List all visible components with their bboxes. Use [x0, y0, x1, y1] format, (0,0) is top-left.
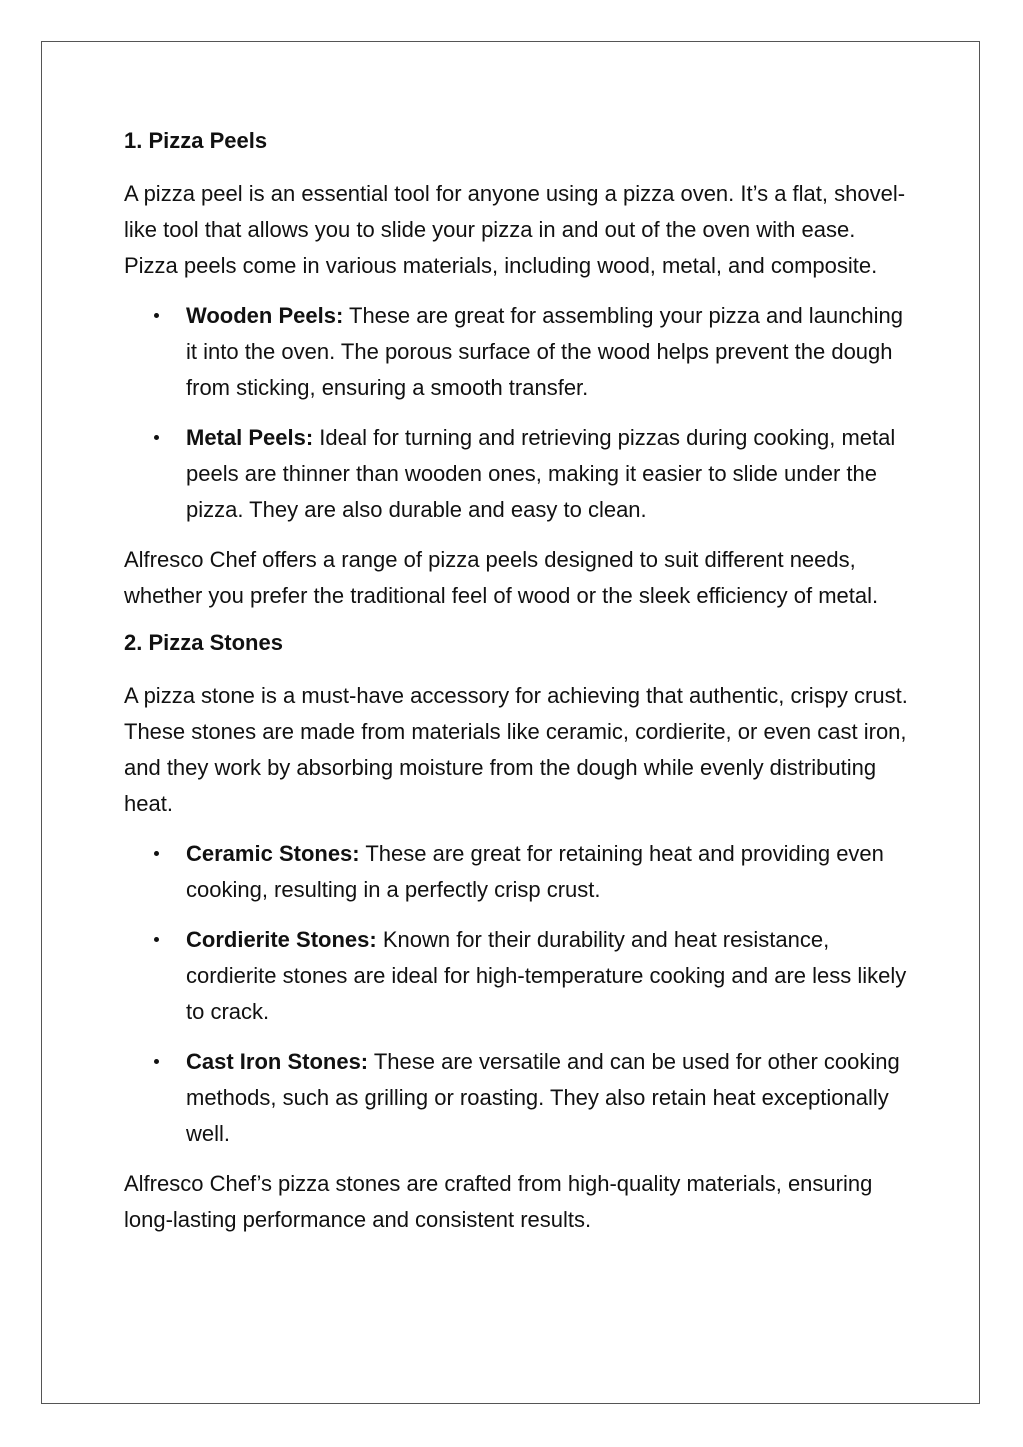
bullet-item-metal-peels	[124, 420, 914, 528]
bullet-text: These are great for assembling your pizza and launching it into the oven. The porous surface of the wood helps prevent the dough from sticking, ensuring a smooth transfer.	[186, 303, 903, 400]
bullet-dot-icon	[154, 313, 159, 318]
bullet-item-cordierite-stones	[124, 922, 914, 1030]
section-outro-pizza-stones: Alfresco Chef’s pizza stones are crafted from high-quality materials, ensuring long-lasting performance and consistent results.	[124, 1171, 873, 1232]
bullet-item-wooden-peels	[124, 298, 914, 406]
bullet-dot-icon	[154, 937, 159, 942]
section-heading-pizza-stones: 2. Pizza Stones	[124, 630, 283, 655]
bullet-item-cast-iron-stones	[124, 1044, 914, 1152]
section-intro-pizza-peels: A pizza peel is an essential tool for anyone using a pizza oven. It’s a flat, shovel-like tool that allows you to slide your pizza in and out of the oven with ease. Pizza peels come in various materials, including wood, metal, and composite.	[124, 181, 906, 278]
bullet-title: Ceramic Stones:	[186, 841, 360, 866]
bullet-dot-icon	[154, 435, 159, 440]
bullet-title: Cast Iron Stones:	[186, 1049, 369, 1074]
bullet-title: Cordierite Stones:	[186, 927, 377, 952]
section-intro-pizza-stones: A pizza stone is a must-have accessory for achieving that authentic, crispy crust. These stones are made from materials like ceramic, cordierite, or even cast iron, and they work by absorbing moisture from the dough while evenly distributing heat.	[124, 683, 908, 816]
bullet-title: Metal Peels:	[186, 425, 314, 450]
bullet-text: Known for their durability and heat resistance, cordierite stones are ideal for high-temperature cooking and are less likely to crack.	[186, 927, 907, 1024]
section-outro-pizza-peels: Alfresco Chef offers a range of pizza peels designed to suit different needs, whether you prefer the traditional feel of wood or the sleek efficiency of metal.	[124, 547, 879, 608]
bullet-list-pizza-peels	[124, 298, 914, 528]
document-page	[41, 41, 980, 1404]
section-heading-pizza-peels: 1. Pizza Peels	[124, 128, 268, 153]
bullet-text: Ideal for turning and retrieving pizzas during cooking, metal peels are thinner than wooden ones, making it easier to slide under the pizza. They are also durable and easy to clean.	[186, 425, 896, 522]
bullet-text: These are versatile and can be used for other cooking methods, such as grilling or roasting. They also retain heat exceptionally well.	[186, 1049, 900, 1146]
bullet-list-pizza-stones	[124, 836, 914, 1152]
bullet-dot-icon	[154, 851, 159, 856]
document-content	[124, 126, 914, 1252]
bullet-title: Wooden Peels:	[186, 303, 344, 328]
bullet-item-ceramic-stones	[124, 836, 914, 908]
bullet-text: These are great for retaining heat and providing even cooking, resulting in a perfectly crisp crust.	[186, 841, 884, 902]
bullet-dot-icon	[154, 1059, 159, 1064]
